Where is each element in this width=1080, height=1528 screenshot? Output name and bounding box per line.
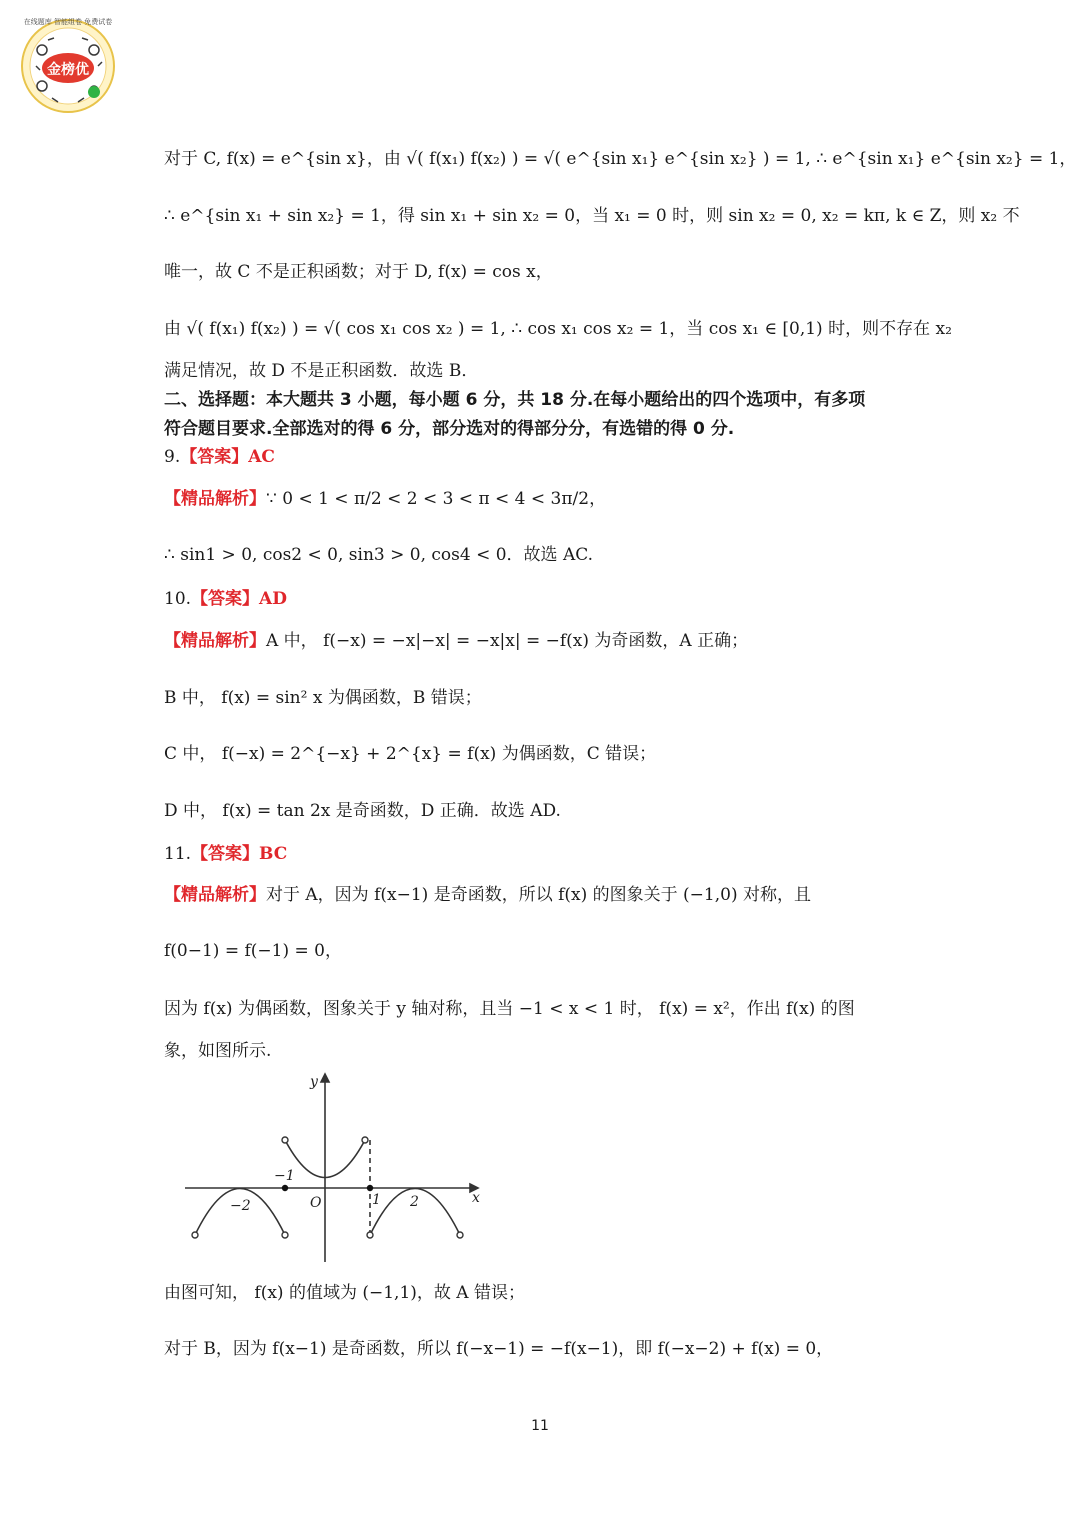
brand-logo — [18, 10, 118, 118]
open-point — [282, 1137, 288, 1143]
function-graph-figure — [180, 1070, 490, 1270]
y-axis-arrow — [321, 1074, 329, 1082]
logo-arc-text: 在线题库 智能组卷 免费试卷 — [23, 18, 113, 26]
question-10-line: D 中， f(x) = tan 2x 是奇函数，D 正确．故选 AD. — [164, 801, 561, 821]
question-11-answer: 11.【答案】BC — [164, 844, 288, 864]
open-point — [282, 1232, 288, 1238]
question-11-line: 象，如图所示. — [164, 1041, 272, 1061]
section-heading: 符合题目要求.全部选对的得 6 分，部分选对的得部分分，有选错的得 0 分. — [164, 419, 735, 439]
tick-label-2: 2 — [410, 1194, 419, 1210]
tick-label-1: 1 — [372, 1192, 381, 1208]
solution-line: 由 √( f(x₁) f(x₂) ) = √( cos x₁ cos x₂ ) = 1, ∴ cos x₁ cos x₂ = 1，当 cos x₁ ∈ [0,1) 时，则不存在 x₂ — [164, 319, 952, 339]
answer-tag: 【答案】AC — [180, 447, 275, 467]
question-9-answer: 9.【答案】AC — [164, 447, 275, 467]
solid-point — [282, 1185, 288, 1191]
question-10-line: C 中， f(−x) = 2^{−x} + 2^{x} = f(x) 为偶函数，C 错误； — [164, 744, 657, 764]
answer-tag: 【答案】AD — [191, 589, 287, 609]
origin-label: O — [310, 1195, 322, 1211]
x-axis-label: x — [472, 1190, 480, 1206]
question-10-analysis: 【精品解析】A 中， f(−x) = −x|−x| = −x|x| = −f(x) 为奇函数，A 正确； — [164, 631, 749, 651]
question-11-line: f(0−1) = f(−1) = 0， — [164, 941, 342, 961]
solution-line: 满足情况，故 D 不是正积函数．故选 B． — [164, 361, 479, 381]
question-11-line: 对于 B，因为 f(x−1) 是奇函数，所以 f(−x−1) = −f(x−1)，即 f(−x−2) + f(x) = 0， — [164, 1339, 834, 1359]
logo-name: 金榜优 — [47, 62, 89, 78]
open-point — [457, 1232, 463, 1238]
solution-line: 唯一，故 C 不是正积函数；对于 D, f(x) = cos x， — [164, 262, 553, 282]
solution-line: 对于 C, f(x) = e^{sin x}，由 √( f(x₁) f(x₂) ) = √( e^{sin x₁} e^{sin x₂} ) = 1, ∴ e^{sin x₁} e^{sin x₂} = 1， — [164, 149, 1077, 169]
question-10-line: B 中， f(x) = sin² x 为偶函数，B 错误； — [164, 688, 482, 708]
analysis-tag: 【精品解析】 — [164, 489, 266, 509]
solid-point — [367, 1185, 373, 1191]
question-10-answer: 10.【答案】AD — [164, 589, 287, 609]
answer-tag: 【答案】BC — [191, 844, 288, 864]
tick-label-neg2: −2 — [230, 1198, 251, 1214]
open-point — [362, 1137, 368, 1143]
open-point — [192, 1232, 198, 1238]
question-11-line: 由图可知， f(x) 的值域为 (−1,1)，故 A 错误； — [164, 1283, 525, 1303]
question-11-analysis: 【精品解析】对于 A，因为 f(x−1) 是奇函数，所以 f(x) 的图象关于 (−1,0) 对称，且 — [164, 885, 811, 905]
section-heading: 二、选择题：本大题共 3 小题，每小题 6 分，共 18 分.在每小题给出的四个选项中，有多项 — [164, 390, 866, 410]
function-graph — [180, 1070, 490, 1270]
tick-label-neg1: −1 — [274, 1168, 295, 1184]
question-11-line: 因为 f(x) 为偶函数，图象关于 y 轴对称，且当 −1 < x < 1 时， f(x) = x²，作出 f(x) 的图 — [164, 999, 855, 1019]
page-number: 11 — [531, 1418, 549, 1434]
analysis-tag: 【精品解析】 — [164, 631, 266, 651]
y-axis-label: y — [310, 1074, 318, 1090]
question-9-analysis: 【精品解析】∵ 0 < 1 < π/2 < 2 < 3 < π < 4 < 3π/2， — [164, 489, 607, 509]
open-point — [367, 1232, 373, 1238]
question-9-conclusion: ∴ sin1 > 0, cos2 < 0, sin3 > 0, cos4 < 0．故选 AC. — [164, 545, 594, 565]
wechat-mini-icon — [88, 86, 100, 98]
analysis-tag: 【精品解析】 — [164, 885, 266, 905]
solution-line: ∴ e^{sin x₁ + sin x₂} = 1，得 sin x₁ + sin x₂ = 0，当 x₁ = 0 时，则 sin x₂ = 0, x₂ = kπ, k ∈ Z，则 x₂ 不 — [164, 206, 1020, 226]
logo-graphic — [18, 10, 118, 118]
